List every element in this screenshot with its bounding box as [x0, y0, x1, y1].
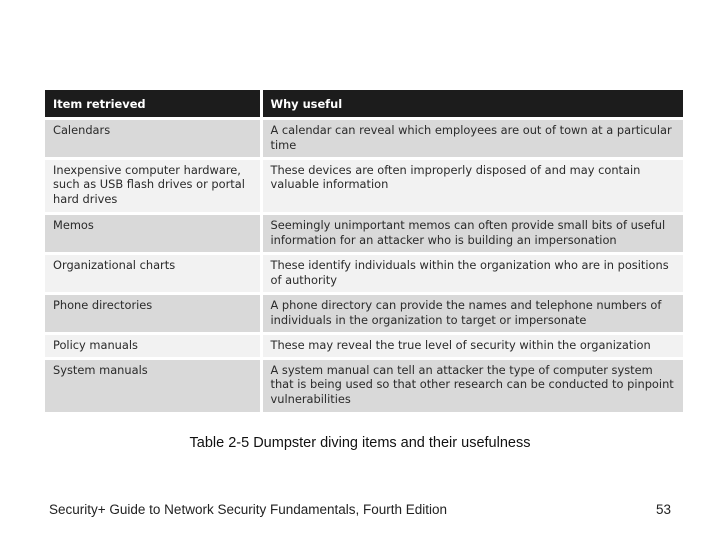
item-cell: Memos — [45, 214, 261, 254]
item-cell: System manuals — [45, 358, 261, 413]
column-header-item-retrieved: Item retrieved — [45, 90, 261, 119]
why-cell: These identify individuals within the organization who are in positions of authority — [261, 254, 683, 294]
item-cell: Organizational charts — [45, 254, 261, 294]
item-cell: Calendars — [45, 119, 261, 159]
table-header-row — [45, 90, 683, 119]
why-cell: These devices are often improperly disposed of and may contain valuable information — [261, 158, 683, 213]
why-cell: A phone directory can provide the names and telephone numbers of individuals in the organization to target or impersonate — [261, 294, 683, 334]
table-row — [45, 358, 683, 413]
table-row — [45, 119, 683, 159]
item-cell: Policy manuals — [45, 334, 261, 359]
why-cell: Seemingly unimportant memos can often provide small bits of useful information for an attacker who is building an impersonation — [261, 214, 683, 254]
dumpster-diving-table — [45, 90, 683, 415]
table-row — [45, 158, 683, 213]
why-cell: These may reveal the true level of security within the organization — [261, 334, 683, 359]
table — [45, 90, 683, 415]
table-row — [45, 294, 683, 334]
footer-book-title: Security+ Guide to Network Security Fundamentals, Fourth Edition — [49, 502, 448, 517]
why-cell: A calendar can reveal which employees are out of town at a particular time — [261, 119, 683, 159]
item-cell: Inexpensive computer hardware, such as USB flash drives or portal hard drives — [45, 158, 261, 213]
item-cell: Phone directories — [45, 294, 261, 334]
table-row — [45, 214, 683, 254]
table-row — [45, 254, 683, 294]
page-number: 53 — [655, 502, 671, 517]
table-row — [45, 334, 683, 359]
table-caption: Table 2-5 Dumpster diving items and their usefulness — [189, 435, 531, 451]
column-header-why-useful: Why useful — [261, 90, 683, 119]
why-cell: A system manual can tell an attacker the type of computer system that is being used so that other research can be conducted to pinpoint vulnerabilities — [261, 358, 683, 413]
